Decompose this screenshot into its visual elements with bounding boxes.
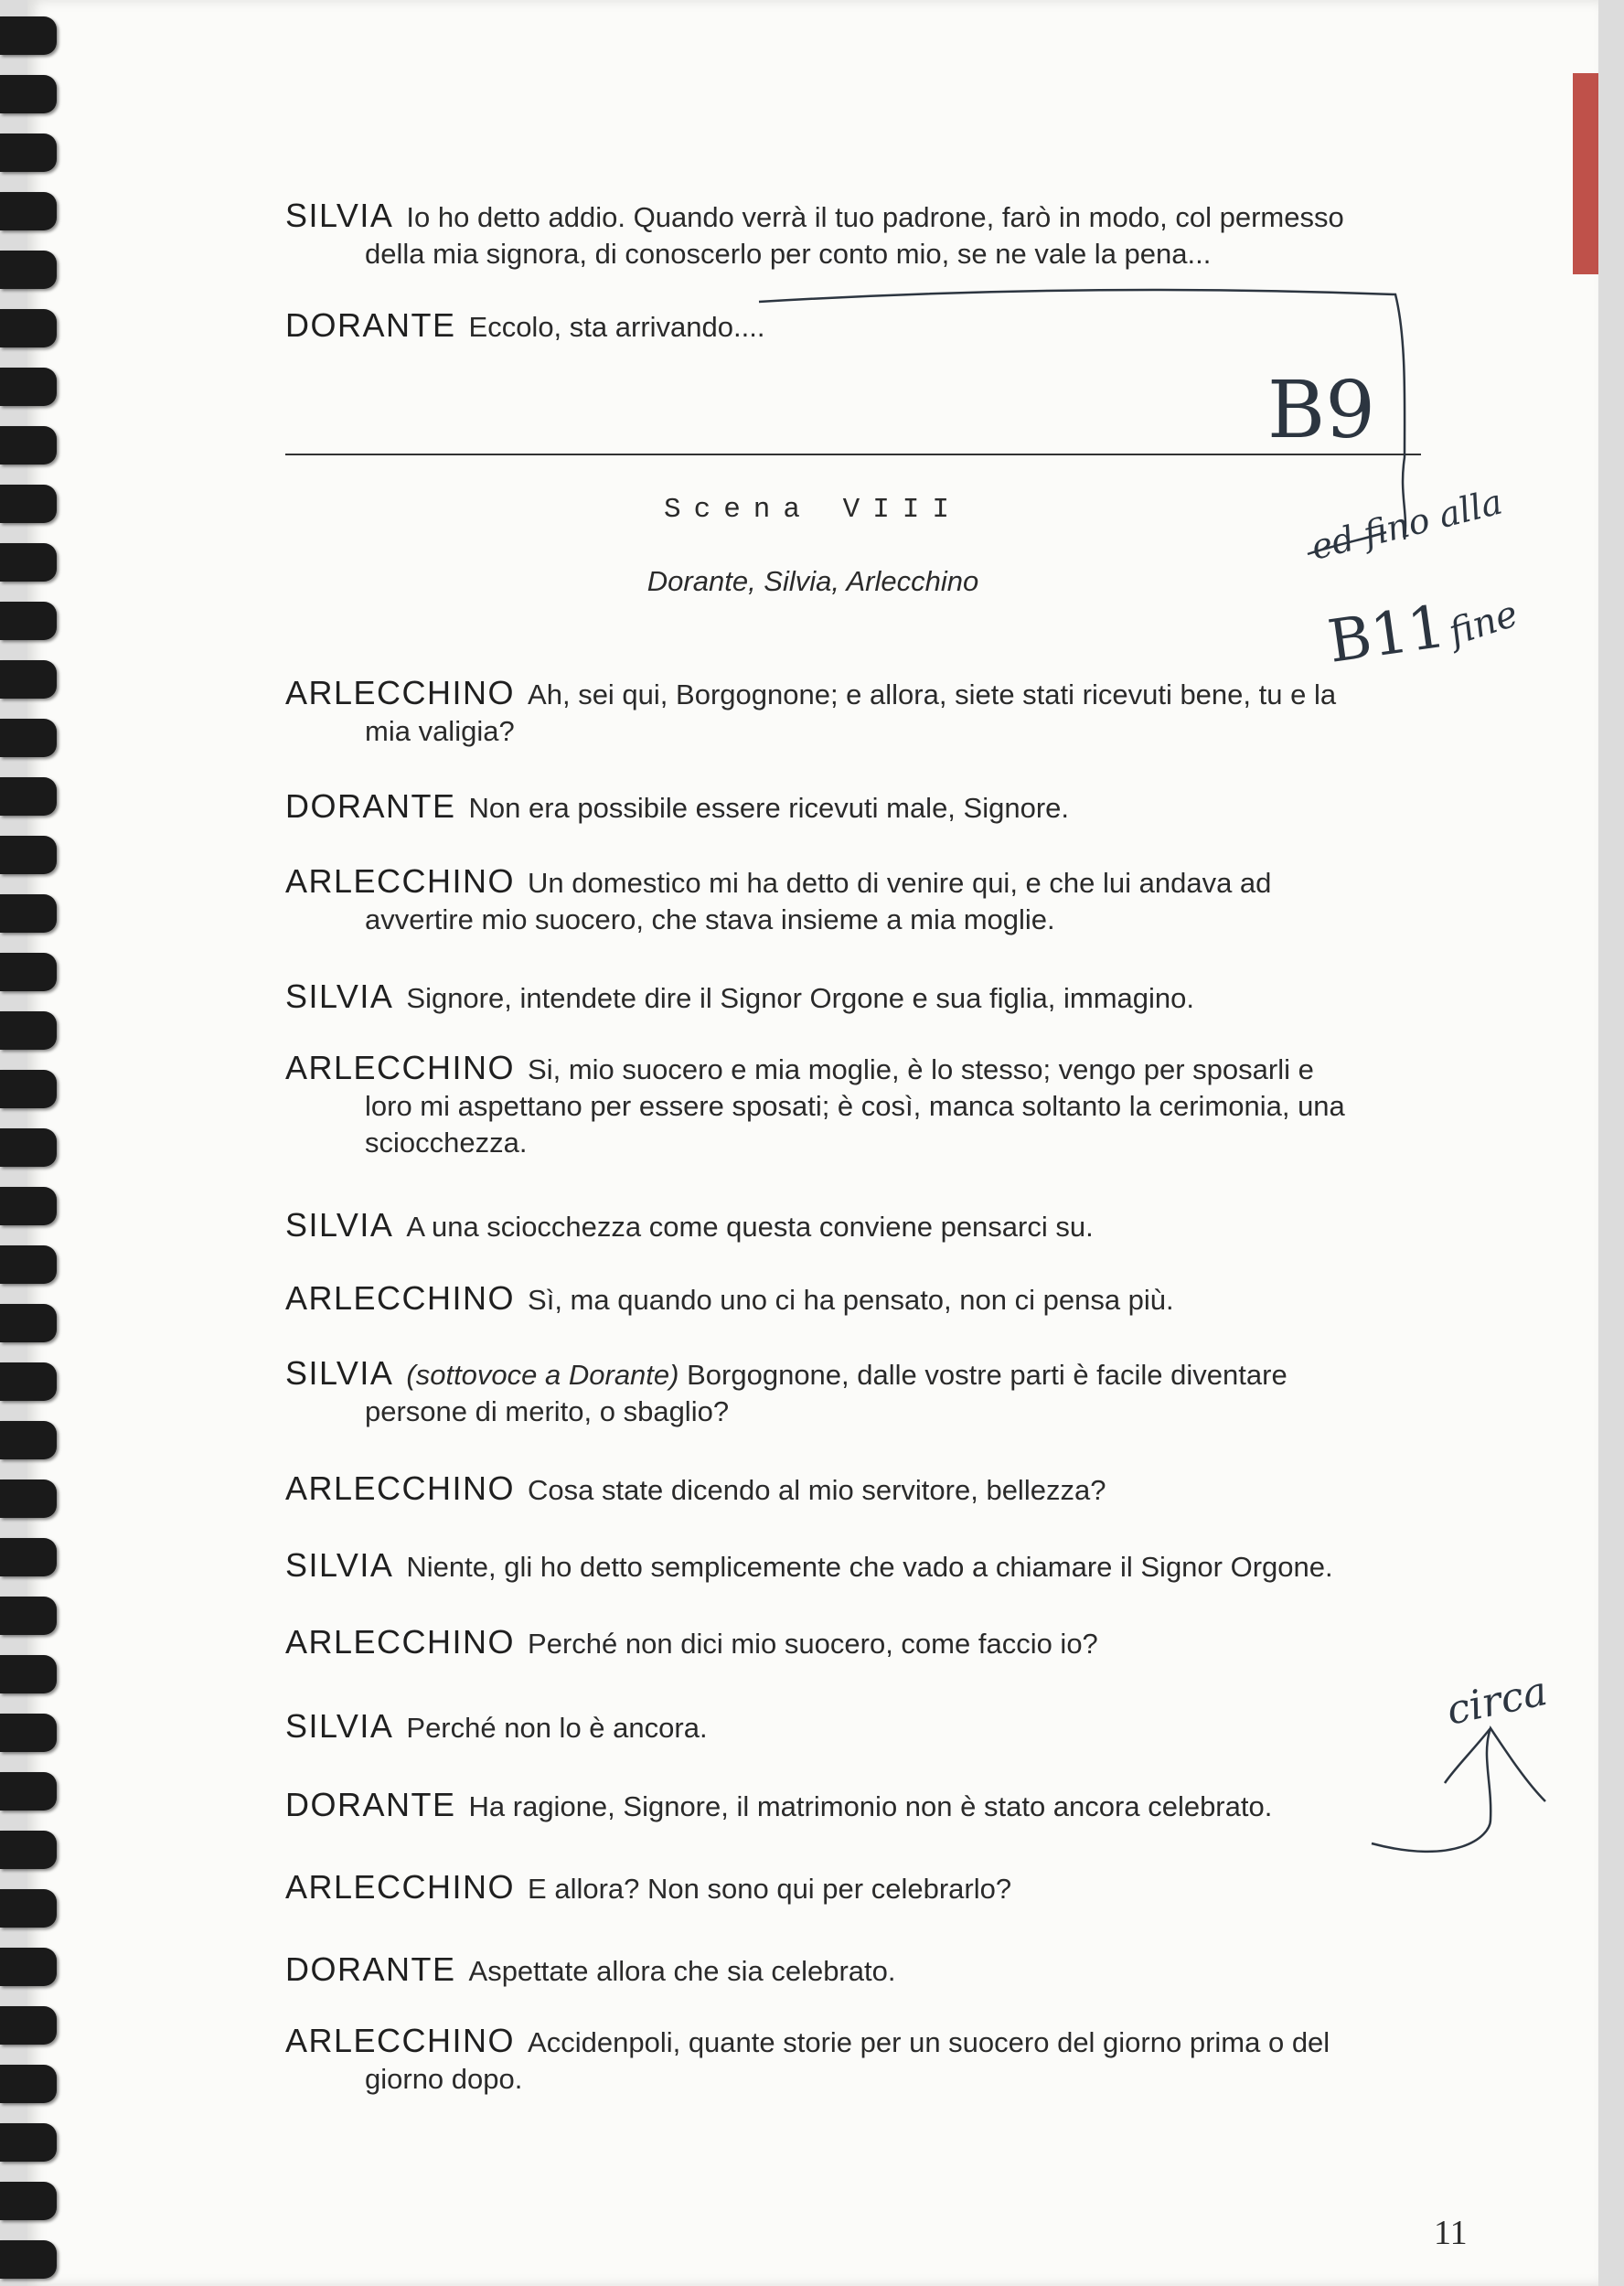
binding-ring (0, 192, 57, 230)
binding-ring (0, 16, 57, 55)
dialogue-text: Io ho detto addio. Quando verrà il tuo padrone, farò in modo, col permesso (406, 201, 1344, 233)
dialogue-line (285, 1869, 1474, 1907)
note-b9: B9 (1267, 365, 1375, 456)
speaker-name: SILVIA (285, 197, 394, 234)
dialogue-text: Perché non dici mio suocero, come faccio io? (528, 1628, 1098, 1660)
speaker-name: ARLECCHINO (285, 2022, 516, 2059)
dialogue-text: Ha ragione, Signore, il matrimonio non è stato ancora celebrato. (468, 1790, 1273, 1822)
dialogue-text: Accidenpoli, quante storie per un suocero del giorno prima o del (528, 2026, 1330, 2058)
speaker-name: SILVIA (285, 1707, 394, 1745)
binding-ring (0, 1948, 57, 1986)
binding-ring (0, 2006, 57, 2045)
binding-ring (0, 2065, 57, 2103)
speaker-name: ARLECCHINO (285, 1469, 516, 1507)
dialogue-line (285, 1050, 1474, 1161)
dialogue-continuation: della mia signora, di conoscerlo per conto mio, se ne vale la pena... (365, 238, 1212, 270)
dialogue-continuation: sciocchezza. (365, 1127, 528, 1159)
dialogue-line (285, 1207, 1474, 1245)
speaker-name: ARLECCHINO (285, 1623, 516, 1661)
dialogue-text: Aspettate allora che sia celebrato. (468, 1955, 896, 1987)
dialogue-line (285, 307, 1474, 346)
binding-ring (0, 1245, 57, 1284)
dialogue-text: Eccolo, sta arrivando.... (468, 311, 765, 343)
binding-ring (0, 1597, 57, 1635)
dialogue-continuation: loro mi aspettano per essere sposati; è così, manca soltanto la cerimonia, una (365, 1090, 1345, 1122)
binding-ring (0, 1831, 57, 1869)
speaker-name: SILVIA (285, 977, 394, 1015)
binding-ring (0, 368, 57, 406)
dialogue-text: E allora? Non sono qui per celebrarlo? (528, 1873, 1012, 1905)
dialogue-text: Signore, intendete dire il Signor Orgone e sua figlia, immagino. (406, 982, 1194, 1014)
dialogue-text: Perché non lo è ancora. (406, 1712, 708, 1744)
dialogue-text: Ah, sei qui, Borgognone; e allora, siete stati ricevuti bene, tu e la (528, 678, 1337, 710)
binding-ring (0, 309, 57, 347)
scene-divider (285, 454, 1421, 455)
binding-ring (0, 2123, 57, 2162)
binding-ring (0, 1128, 57, 1167)
dialogue-line (285, 1280, 1474, 1319)
binding-ring (0, 485, 57, 523)
binding-ring (0, 1479, 57, 1518)
dialogue-line (285, 1470, 1474, 1509)
dialogue-line (285, 1708, 1474, 1747)
speaker-name: ARLECCHINO (285, 1049, 516, 1086)
binding-ring (0, 2182, 57, 2220)
speaker-name: DORANTE (285, 1950, 456, 1988)
dialogue-continuation: giorno dopo. (365, 2063, 523, 2095)
dialogue-line (285, 1951, 1474, 1990)
binding-ring (0, 251, 57, 289)
binding-ring (0, 1538, 57, 1576)
note-circa: circa (1442, 1667, 1552, 1735)
dialogue-text: Cosa state dicendo al mio servitore, bellezza? (528, 1474, 1106, 1506)
binding-ring (0, 426, 57, 465)
binding-ring (0, 777, 57, 816)
dialogue-continuation: mia valigia? (365, 715, 515, 747)
note-fino-alla: ed fino alla (1307, 481, 1507, 568)
dialogue-text: Un domestico mi ha detto di venire qui, e che lui andava ad (528, 867, 1272, 899)
script-page (27, 0, 1598, 2286)
binding-ring (0, 75, 57, 113)
scene-characters: Dorante, Silvia, Arlecchino (646, 565, 979, 597)
binding-ring (0, 1655, 57, 1693)
dialogue-line (285, 198, 1474, 272)
speaker-name: DORANTE (285, 1786, 456, 1823)
dialogue-line (285, 1787, 1474, 1825)
dialogue-text: Niente, gli ho detto semplicemente che vado a chiamare il Signor Orgone. (406, 1551, 1333, 1583)
stage-direction: (sottovoce a Dorante) (406, 1359, 679, 1391)
binding-ring (0, 1772, 57, 1811)
dialogue-line (285, 978, 1474, 1017)
binding-ring (0, 660, 57, 699)
binding-ring (0, 1421, 57, 1459)
binding-ring (0, 1011, 57, 1050)
dialogue-continuation: avvertire mio suocero, che stava insieme a mia moglie. (365, 903, 1055, 935)
binding-ring (0, 134, 57, 172)
binding-ring (0, 1187, 57, 1225)
speaker-name: ARLECCHINO (285, 862, 516, 900)
red-page-edge (1573, 73, 1598, 274)
dialogue-text: Sì, ma quando uno ci ha pensato, non ci pensa più. (528, 1284, 1174, 1316)
binding-ring (0, 836, 57, 874)
speaker-name: DORANTE (285, 306, 456, 344)
binding-ring (0, 894, 57, 933)
dialogue-line (285, 1547, 1474, 1586)
strike-stroke (1308, 532, 1386, 554)
dialogue-continuation: persone di merito, o sbaglio? (365, 1395, 730, 1427)
dialogue-line (285, 1624, 1474, 1662)
dialogue-line (285, 788, 1474, 827)
speaker-name: ARLECCHINO (285, 1279, 516, 1317)
dialogue-line (285, 2023, 1474, 2098)
dialogue-line (285, 1355, 1474, 1430)
speaker-name: ARLECCHINO (285, 674, 516, 711)
binding-ring (0, 1362, 57, 1401)
dialogue-text: Si, mio suocero e mia moglie, è lo stesso; vengo per sposarli e (528, 1053, 1314, 1085)
binding-ring (0, 602, 57, 640)
note-fine: fine (1443, 593, 1523, 655)
binding-ring (0, 1304, 57, 1342)
speaker-name: SILVIA (285, 1546, 394, 1584)
dialogue-text: A una sciocchezza come questa conviene pensarci su. (406, 1211, 1094, 1243)
binding-ring (0, 953, 57, 991)
binding-ring (0, 2240, 57, 2279)
scene-title: Scena VIII (663, 494, 963, 526)
dialogue-line (285, 675, 1474, 750)
binding-ring (0, 1070, 57, 1108)
speaker-name: ARLECCHINO (285, 1868, 516, 1906)
binding-ring (0, 1889, 57, 1928)
dialogue-text: Borgognone, dalle vostre parti è facile diventare (687, 1359, 1287, 1391)
dialogue-text: Non era possibile essere ricevuti male, Signore. (468, 792, 1069, 824)
note-b11: B11 (1323, 593, 1450, 677)
speaker-name: SILVIA (285, 1354, 394, 1392)
binding-ring (0, 1714, 57, 1752)
binding-ring (0, 719, 57, 757)
dialogue-line (285, 863, 1474, 938)
speaker-name: DORANTE (285, 787, 456, 825)
speaker-name: SILVIA (285, 1206, 394, 1244)
binding-ring (0, 543, 57, 582)
page-number: 11 (1434, 2214, 1468, 2252)
